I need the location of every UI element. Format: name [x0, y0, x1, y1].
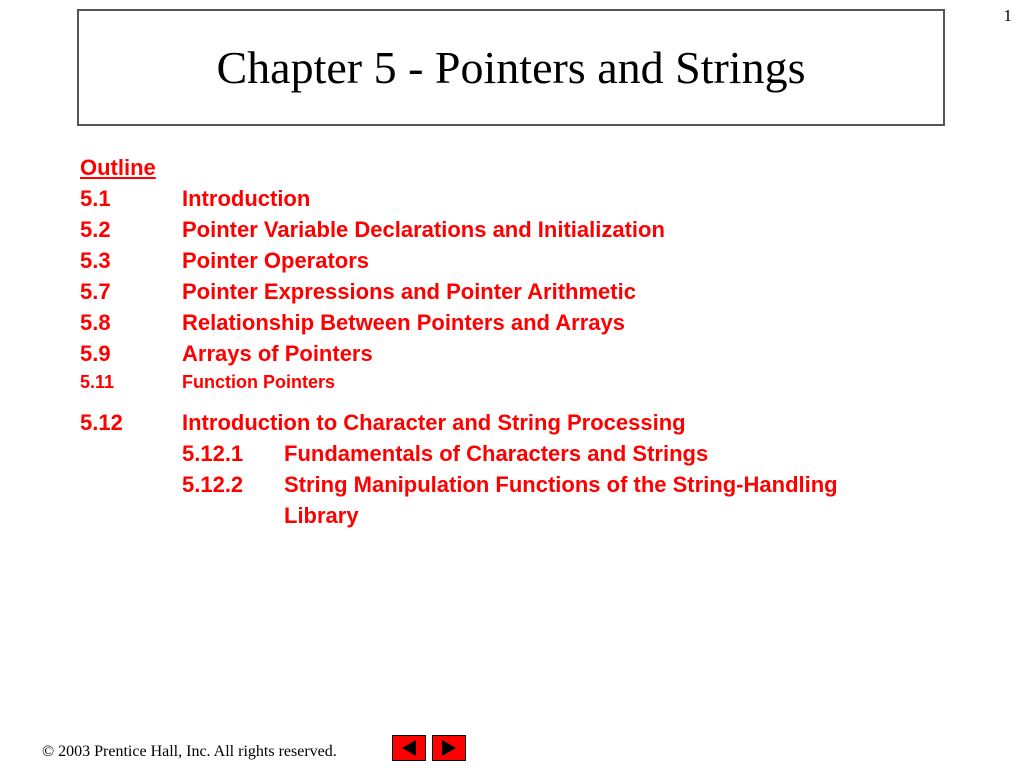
copyright-footer: [42, 743, 337, 761]
outline-subitem: [80, 469, 960, 531]
section-title: Function Pointers: [182, 372, 335, 392]
previous-slide-button[interactable]: [392, 735, 426, 761]
outline-item: [80, 407, 960, 438]
section-number: 5.2: [80, 217, 111, 242]
slide-title: Chapter 5 - Pointers and Strings: [216, 42, 806, 93]
section-title: Pointer Operators: [182, 248, 370, 273]
section-number: 5.9: [80, 341, 111, 366]
outline-item: [80, 276, 960, 307]
outline-item: [80, 307, 960, 338]
section-number: 5.7: [80, 279, 111, 304]
section-number: 5.1: [80, 186, 111, 211]
left-arrow-icon: [402, 740, 416, 756]
next-slide-button[interactable]: [432, 735, 466, 761]
section-title: Pointer Expressions and Pointer Arithmetic: [182, 279, 636, 304]
slide-navigation: [392, 735, 466, 761]
outline-subitem: [80, 438, 960, 469]
outline-item: [80, 214, 960, 245]
subsection-number: 5.12.2: [182, 472, 244, 497]
section-title: Introduction to Character and String Processing: [182, 410, 686, 435]
outline-heading: Outline: [80, 155, 156, 180]
subsection-title: String Manipulation Functions of the String-Handling Library: [284, 472, 838, 528]
outline-item: [80, 369, 960, 395]
outline-item: [80, 183, 960, 214]
right-arrow-icon: [442, 740, 456, 756]
copyright-icon: ©: [42, 743, 55, 760]
section-title: Introduction: [182, 186, 311, 211]
outline-item: [80, 245, 960, 276]
section-number: 5.3: [80, 248, 111, 273]
section-title: Relationship Between Pointers and Arrays: [182, 310, 625, 335]
subsection-number: 5.12.1: [182, 441, 244, 466]
copyright-text: 2003 Prentice Hall, Inc. All rights reserved.: [54, 743, 337, 760]
title-box: [77, 9, 945, 126]
subsection-title: Fundamentals of Characters and Strings: [284, 441, 709, 466]
section-title: Pointer Variable Declarations and Initialization: [182, 217, 665, 242]
section-number: 5.12: [80, 410, 123, 435]
section-number: 5.11: [80, 372, 115, 392]
outline-item: [80, 338, 960, 369]
section-title: Arrays of Pointers: [182, 341, 373, 366]
outline-section: [80, 152, 960, 531]
section-number: 5.8: [80, 310, 111, 335]
slide-number: 1: [1003, 6, 1012, 25]
